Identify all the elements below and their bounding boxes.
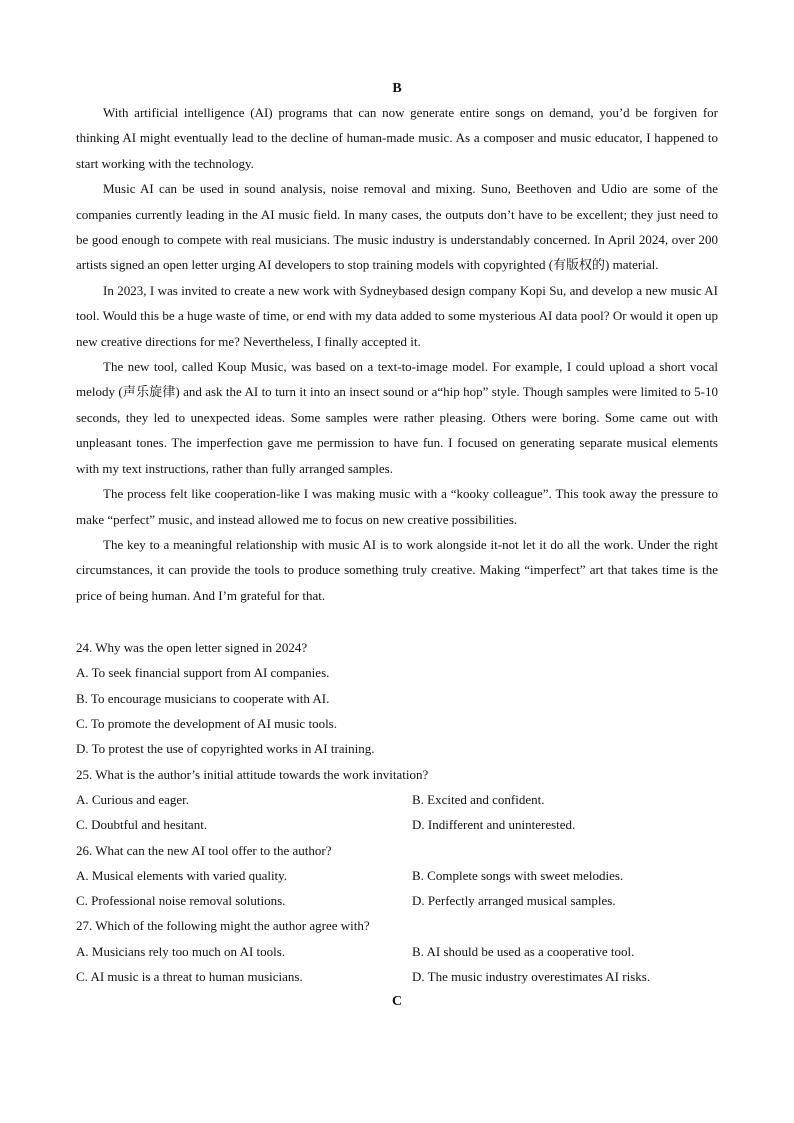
question-stem: 26. What can the new AI tool offer to the author? bbox=[76, 842, 332, 858]
spacer bbox=[76, 608, 718, 635]
option-d: D. To protest the use of copyrighted works in AI training. bbox=[76, 741, 375, 757]
options-grid bbox=[76, 939, 718, 990]
question-stem: 27. Which of the following might the author agree with? bbox=[76, 918, 370, 934]
option-d: D. Indifferent and uninterested. bbox=[412, 817, 576, 833]
question-26 bbox=[76, 838, 718, 914]
options-grid bbox=[76, 787, 718, 838]
option-d: D. The music industry overestimates AI risks. bbox=[412, 968, 651, 984]
question-27 bbox=[76, 913, 718, 989]
question-25 bbox=[76, 762, 718, 838]
option-a: A. Musical elements with varied quality. bbox=[76, 867, 288, 883]
question-24 bbox=[76, 635, 718, 761]
question-stem: 24. Why was the open letter signed in 2024? bbox=[76, 640, 308, 656]
option-a: A. To seek financial support from AI companies. bbox=[76, 665, 330, 681]
passage-paragraph: Music AI can be used in sound analysis, noise removal and mixing. Suno, Beethoven and Udio are some of the companies currently leading in the AI music field. In many cases, the outputs don’t have to be excellent; they just need to be good enough to compete with real musicians. The music industry is understandably concerned. In April 2024, over 200 artists signed an open letter urging AI developers to stop training models with copyrighted (有版权的) material. bbox=[76, 181, 718, 273]
exam-page bbox=[76, 78, 718, 1015]
option-c: C. To promote the development of AI music tools. bbox=[76, 716, 337, 732]
passage-paragraph: The process felt like cooperation-like I was making music with a “kooky colleague”. This took away the pressure to make “perfect” music, and instead allowed me to focus on new creative possibilities. bbox=[76, 486, 718, 527]
passage-paragraph: With artificial intelligence (AI) programs that can now generate entire songs on demand, you’d be forgiven for thinking AI might eventually lead to the decline of human-made music. As a composer and music educator, I happened to start working with the technology. bbox=[76, 105, 718, 171]
option-b: B. AI should be used as a cooperative tool. bbox=[412, 943, 635, 959]
option-c: C. Professional noise removal solutions. bbox=[76, 893, 286, 909]
passage-paragraph: The key to a meaningful relationship with music AI is to work alongside it-not let it do all the work. Under the right circumstances, it can provide the tools to produce something truly creative. Making “imperfect” art that takes time is the price of being human. And I’m grateful for that. bbox=[76, 536, 718, 603]
option-b: B. To encourage musicians to cooperate with AI. bbox=[76, 690, 330, 706]
section-b-heading: B bbox=[392, 81, 402, 96]
section-c-heading: C bbox=[391, 994, 403, 1010]
option-a: A. Curious and eager. bbox=[76, 791, 190, 807]
options-grid bbox=[76, 863, 718, 914]
passage-paragraph: The new tool, called Koup Music, was based on a text-to-image model. For example, I could upload a short vocal melody (声乐旋律) and ask the AI to turn it into an insect sound or a“hip hop” style. Though samples were limited to 5-10 seconds, they led to unexpected ideas. Some samples were rather pleasing. Others were boring. Some came out with unpleasant tones. The imperfection gave me permission to have fun. I focused on generating separate musical elements with my text instructions, rather than fully arranged samples. bbox=[76, 359, 718, 476]
passage-paragraph: In 2023, I was invited to create a new work with Sydneybased design company Kopi Su, and develop a new music AI tool. Would this be a huge waste of time, or end with my data added to some mysterious AI data pool? Or would it open up new creative directions for me? Nevertheless, I finally accepted it. bbox=[76, 282, 718, 349]
option-b: B. Complete songs with sweet melodies. bbox=[412, 867, 624, 883]
question-stem: 25. What is the author’s initial attitude towards the work invitation? bbox=[76, 766, 429, 782]
option-a: A. Musicians rely too much on AI tools. bbox=[76, 943, 286, 959]
option-c: C. AI music is a threat to human musicians. bbox=[76, 968, 303, 984]
option-b: B. Excited and confident. bbox=[412, 791, 545, 807]
option-c: C. Doubtful and hesitant. bbox=[76, 817, 208, 833]
reading-passage bbox=[76, 100, 718, 608]
option-d: D. Perfectly arranged musical samples. bbox=[412, 893, 616, 909]
